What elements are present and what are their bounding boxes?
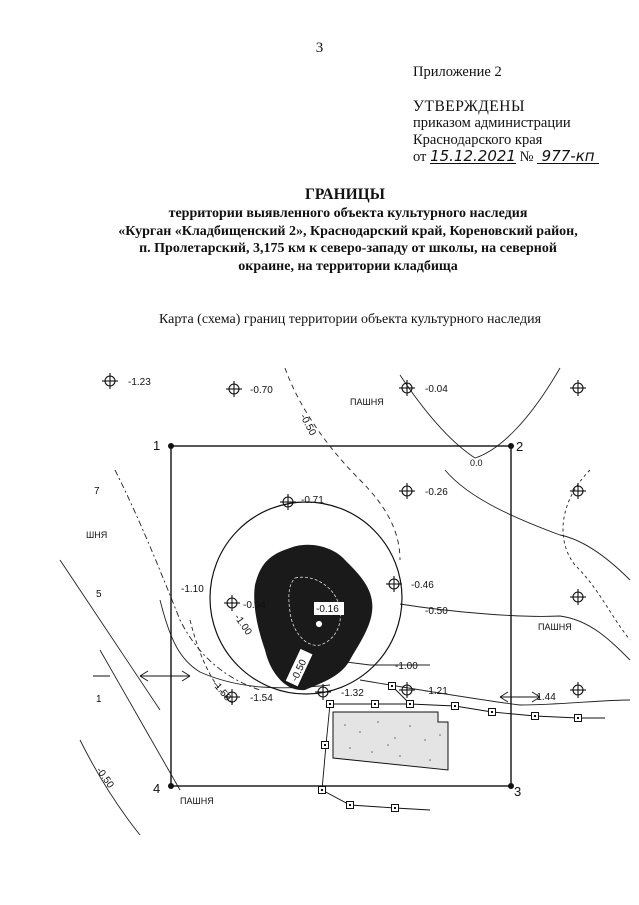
fence-marker-11 [347,802,354,809]
contour-label-2: 0.0 [470,458,483,468]
benchmark-5 [280,494,296,510]
cemetery-plot [333,712,448,770]
elevation-label-2: -0.70 [250,385,273,396]
subtitle-line-4: окраине, на территории кладбища [238,258,458,274]
approved-region-line: Краснодарского края [413,132,543,148]
mound-center-point [316,621,323,628]
fence-marker-9 [322,742,329,749]
fence-marker-1 [389,683,396,690]
mound-dark-area [254,545,372,690]
elevation-label-3: -0.04 [425,384,448,395]
contour-label-1: -0.50 [297,412,318,438]
elevation-label-11: -1.21 [425,686,448,697]
approved-by-line: приказом администрации [413,115,571,131]
elevation-label-7: -0.94 [243,600,266,611]
order-prefix: от [413,149,427,165]
elevation-label-1: -1.23 [128,377,151,388]
field-label-3: ПАШНЯ [180,796,214,806]
approved-heading: УТВЕРЖДЕНЫ [413,98,525,115]
elevation-label-center: -0.16 [316,604,339,615]
subtitle-line-1: территории выявленного объекта культурного наследия [168,206,528,221]
fence-marker-12 [392,805,399,812]
contour-label-3: -1.00 [231,612,254,638]
contour-label-5: -1.50 [209,678,233,704]
corner-label-3: 3 [514,784,522,799]
appendix-label: Приложение 2 [413,64,502,80]
benchmark-6 [399,483,415,499]
corner-label-1: 1 [153,438,161,453]
order-number-label: № [519,149,534,165]
benchmark-1 [102,373,118,389]
elevation-label-5: -0.26 [425,487,448,498]
corner-point-4 [168,783,174,789]
order-date: 15.12.2021 [430,147,516,165]
fence-marker-5 [489,709,496,716]
benchmark-2 [226,381,242,397]
contour-label-mound: -0.50 [289,657,310,684]
document-title: ГРАНИЦЫ [305,186,385,203]
contour-label-6: -0.50 [425,606,448,617]
fence-marker-10 [319,787,326,794]
fence-marker-3 [407,701,414,708]
elevation-label-10: -1.32 [341,688,364,699]
field-label-partial: ШНЯ [86,530,108,540]
subtitle-line-3: п. Пролетарский, 3,175 км к северо-западу от школы, на северной [139,241,557,256]
corner-label-2: 2 [516,439,524,454]
fence-marker-8 [327,701,334,708]
subtitle-line-2: «Курган «Кладбищенский 2», Краснодарский край, Кореновский район, [118,223,578,239]
page-number: 3 [315,40,324,56]
benchmark-4 [570,380,586,396]
corner-point-1 [168,443,174,449]
fence-marker-6 [532,713,539,720]
edge-mark-2: 5 [96,589,102,600]
contour-label-7: -0.50 [93,765,116,791]
benchmark-14 [570,682,586,698]
corner-point-2 [508,443,514,449]
benchmark-10 [570,589,586,605]
contour-label-4: -1.00 [395,661,418,672]
fence-marker-2 [372,701,379,708]
edge-mark-1: 7 [94,486,100,497]
order-number: 977-кп [537,149,599,164]
corner-label-4: 4 [153,781,161,796]
fence-marker-7 [575,715,582,722]
map-caption: Карта (схема) границ территории объекта культурного наследия [158,312,542,327]
elevation-label-8: -0.46 [411,580,434,591]
field-label-2: ПАШНЯ [538,622,572,632]
fence-marker-4 [452,703,459,710]
elevation-label-4: -0.71 [301,495,324,506]
elevation-label-12: -1.44 [533,692,556,703]
elevation-label-9: -1.54 [250,693,273,704]
edge-mark-3: 1 [96,694,102,705]
benchmark-7 [570,483,586,499]
elevation-label-6: -1.10 [181,584,204,595]
benchmark-8 [224,595,240,611]
field-label-1: ПАШНЯ [350,397,384,407]
